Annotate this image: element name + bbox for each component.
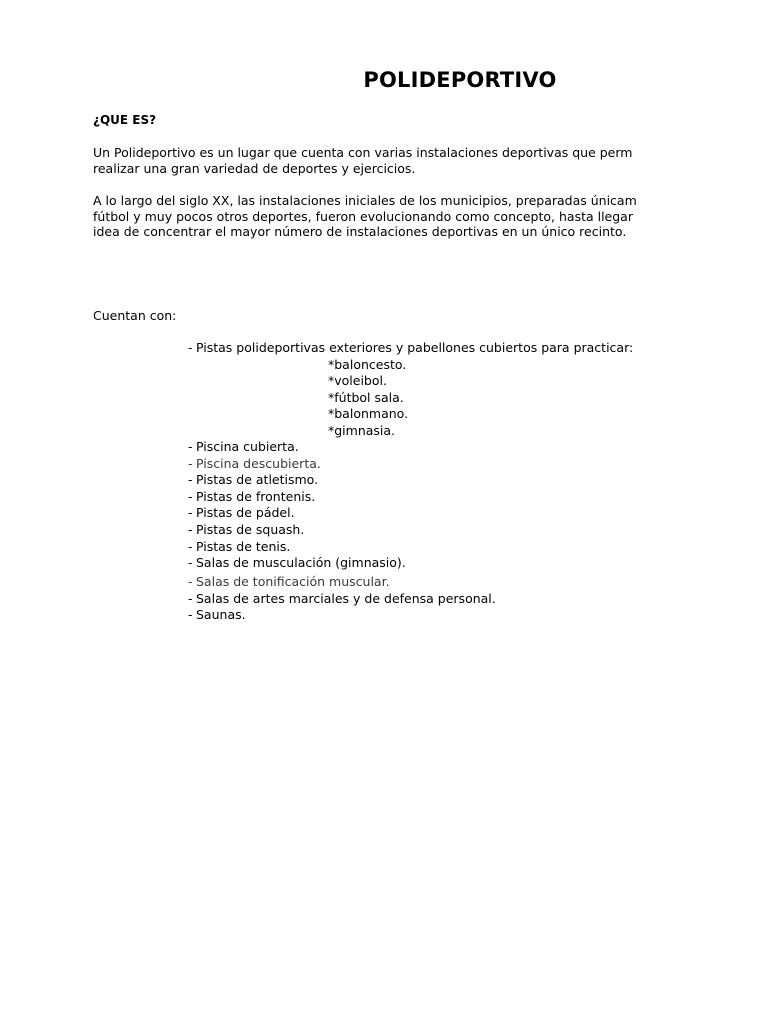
- list-item: [188, 439, 658, 456]
- list-dash: -: [188, 488, 193, 504]
- facilities-intro: Cuentan con:: [93, 308, 177, 323]
- list-dash: -: [188, 555, 193, 571]
- list-dash: -: [188, 573, 193, 589]
- list-item-text: Pistas polideportivas exteriores y pabellones cubiertos para practicar:: [196, 340, 634, 355]
- list-item-text: Pistas de pádel.: [196, 505, 295, 521]
- list-dash: -: [188, 590, 193, 606]
- list-item-text: Pistas de tenis.: [196, 538, 291, 554]
- sports-sublist-container: [188, 357, 658, 440]
- list-dash: -: [188, 340, 193, 355]
- paragraph-line: Un Polideportivo es un lugar que cuenta con varias instalaciones deportivas que perm: [93, 145, 633, 160]
- list-item: [188, 489, 658, 506]
- sports-sublist: [188, 357, 658, 440]
- list-item: [188, 572, 658, 591]
- list-dash: -: [188, 472, 193, 488]
- sport-item: *voleibol.: [328, 373, 387, 389]
- paragraph-history: [93, 193, 649, 240]
- list-item: [188, 456, 658, 473]
- list-item: [188, 505, 658, 522]
- list-item-text: Pistas de squash.: [196, 522, 305, 538]
- sport-item: *fútbol sala.: [328, 389, 404, 405]
- list-item-text: Piscina cubierta.: [196, 439, 299, 455]
- list-item: [188, 607, 658, 624]
- sport-item: *baloncesto.: [328, 356, 407, 372]
- section-heading: ¿QUE ES?: [93, 113, 157, 127]
- facilities-list: [188, 340, 658, 624]
- list-dash: -: [188, 522, 193, 538]
- list-item: [188, 340, 658, 357]
- list-item: [188, 555, 658, 572]
- list-item-text: Salas de musculación (gimnasio).: [196, 555, 406, 571]
- list-item-text: Saunas.: [196, 607, 246, 623]
- list-item: [188, 591, 658, 608]
- sport-item: *gimnasia.: [328, 422, 396, 438]
- list-item-text: Pistas de atletismo.: [196, 472, 319, 488]
- paragraph-definition: [93, 145, 649, 176]
- paragraph-line: A lo largo del siglo XX, las instalaciones iniciales de los municipios, preparadas únicam: [93, 193, 637, 208]
- list-item: [188, 522, 658, 539]
- sport-item: *balonmano.: [328, 406, 409, 422]
- paragraph-line: idea de concentrar el mayor número de instalaciones deportivas en un único recinto.: [93, 224, 627, 239]
- document-title: POLIDEPORTIVO: [363, 68, 557, 92]
- list-dash: -: [188, 538, 193, 554]
- paragraph-line: fútbol y muy pocos otros deportes, fueron evolucionando como concepto, hasta llegar: [93, 208, 633, 224]
- list-item-text: Pistas de frontenis.: [196, 488, 316, 504]
- list-item: [188, 472, 658, 489]
- list-dash: -: [188, 455, 193, 471]
- list-item-text: Piscina descubierta.: [196, 455, 321, 471]
- list-item-text: Salas de tonificación muscular.: [196, 573, 390, 589]
- paragraph-line: realizar una gran variedad de deportes y ejercicios.: [93, 160, 416, 176]
- list-dash: -: [188, 607, 193, 623]
- list-dash: -: [188, 439, 193, 455]
- list-item: [188, 539, 658, 556]
- list-item-text: Salas de artes marciales y de defensa personal.: [196, 590, 496, 606]
- list-dash: -: [188, 505, 193, 521]
